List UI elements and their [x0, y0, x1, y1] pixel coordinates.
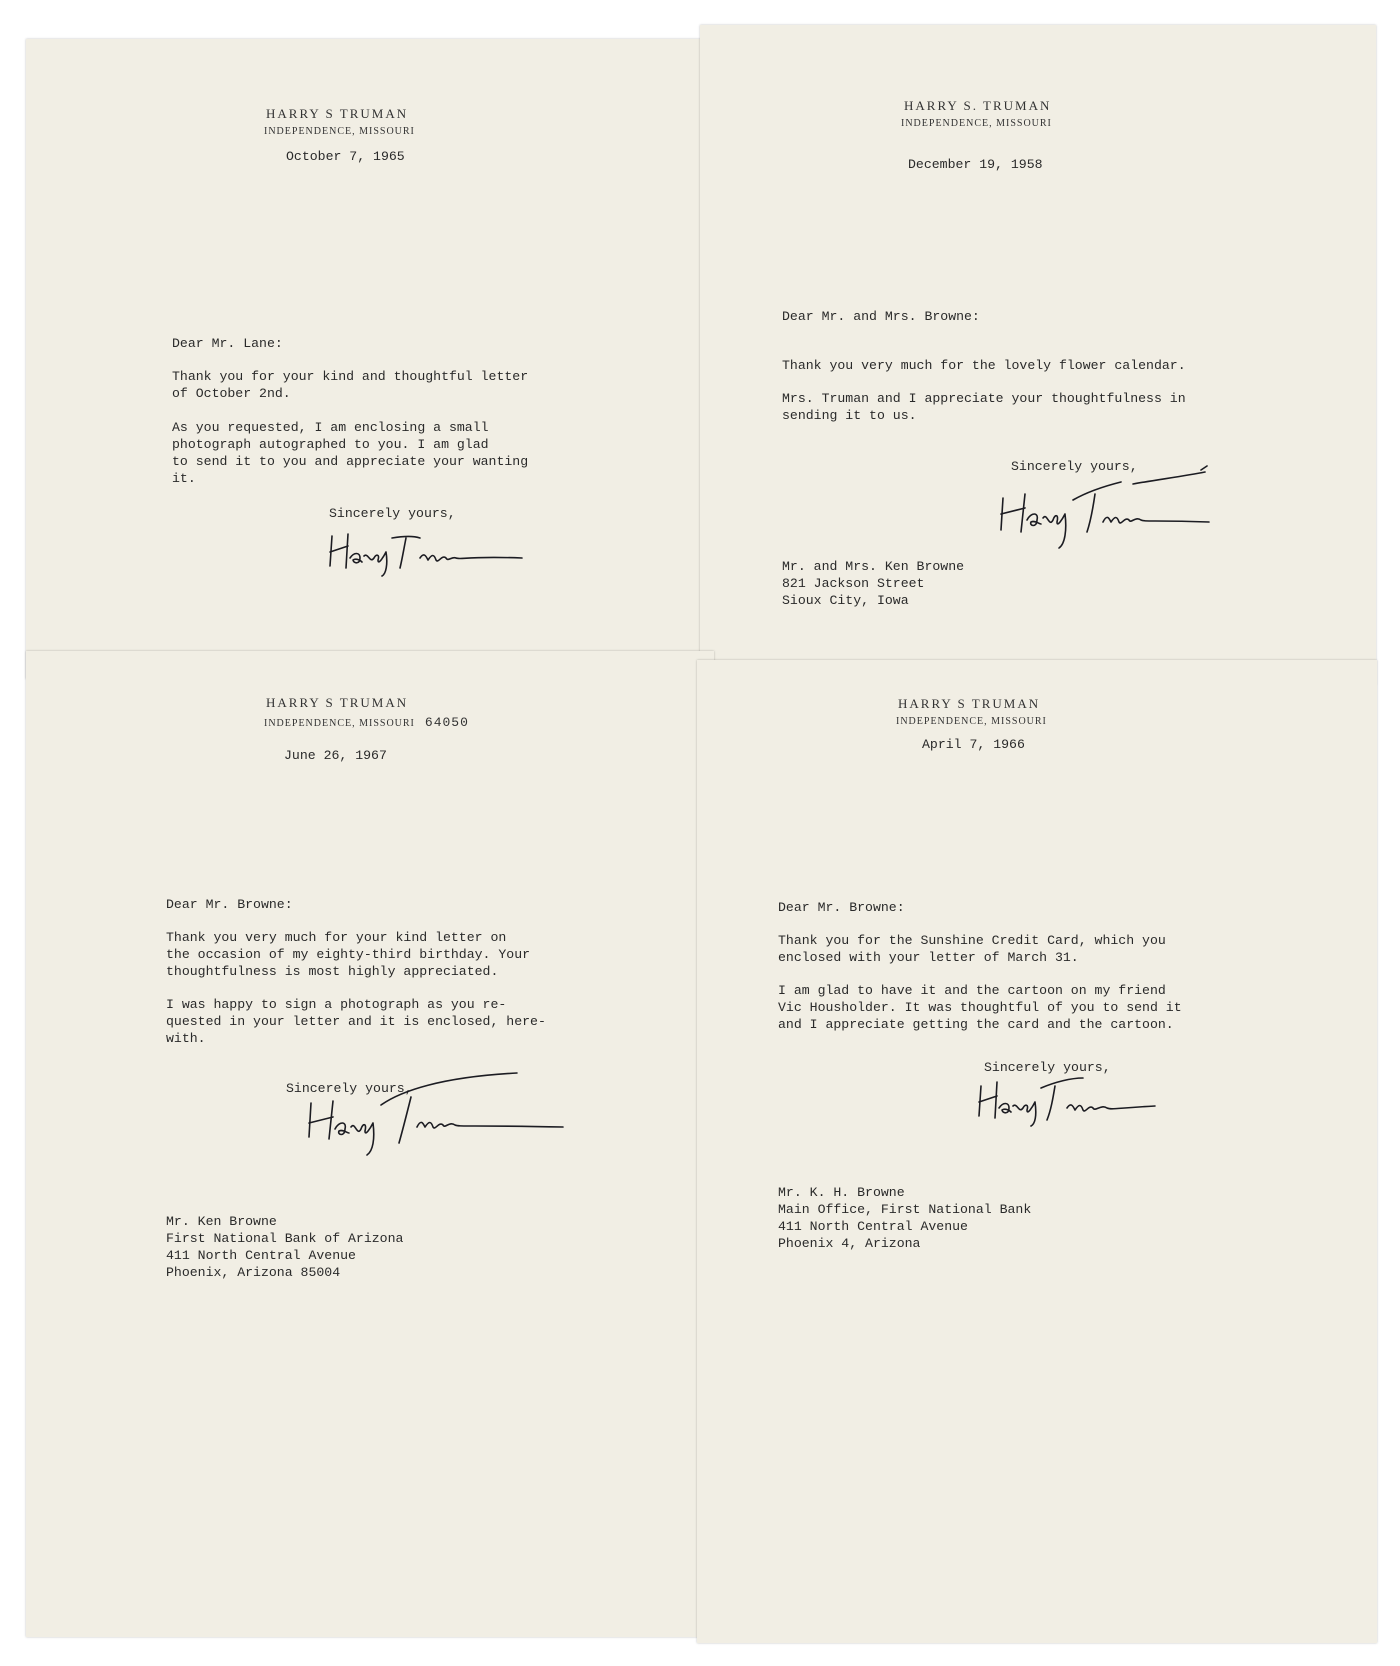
letterhead-city: INDEPENDENCE, MISSOURI [901, 118, 1052, 129]
letterhead-name: HARRY S TRUMAN [266, 695, 409, 710]
body-line: with. [166, 1031, 206, 1046]
body-line: of October 2nd. [172, 386, 291, 401]
body-line: it. [172, 471, 196, 486]
letterhead-city: INDEPENDENCE, MISSOURI [264, 126, 415, 137]
signature-image [326, 524, 526, 574]
address-line: Main Office, First National Bank [778, 1202, 1032, 1217]
letterhead-name: HARRY S TRUMAN [266, 106, 409, 121]
body-line: Thank you for the Sunshine Credit Card, which you [778, 933, 1166, 948]
letterhead-name: HARRY S TRUMAN [898, 696, 1041, 711]
address-line: 821 Jackson Street [782, 576, 925, 591]
signature-image [301, 1067, 571, 1157]
body-line: As you requested, I am enclosing a small [172, 420, 489, 435]
body-line: photograph autographed to you. I am glad [172, 437, 489, 452]
letter-date: December 19, 1958 [908, 157, 1043, 172]
body-line: I was happy to sign a photograph as you re- [166, 997, 507, 1012]
body-line: quested in your letter and it is enclosed, here- [166, 1014, 546, 1029]
closing: Sincerely yours, [329, 506, 456, 521]
body-line: Thank you very much for the lovely flower calendar. [782, 358, 1186, 373]
letter-december-1958 [700, 25, 1376, 685]
letter-date: June 26, 1967 [284, 748, 387, 763]
address-line: Phoenix, Arizona 85004 [166, 1265, 341, 1280]
body-line: Vic Housholder. It was thoughtful of you to send it [778, 1000, 1182, 1015]
letter-october-1965 [26, 39, 706, 679]
body-line: and I appreciate getting the card and the cartoon. [778, 1017, 1174, 1032]
body-line: I am glad to have it and the cartoon on my friend [778, 983, 1166, 998]
body-line: sending it to us. [782, 408, 917, 423]
address-line: Mr. K. H. Browne [778, 1185, 905, 1200]
address-line: 411 North Central Avenue [166, 1248, 356, 1263]
closing: Sincerely yours, [286, 1081, 413, 1096]
body-line: to send it to you and appreciate your wanting [172, 454, 529, 469]
address-line: Mr. Ken Browne [166, 1214, 277, 1229]
letterhead-city: INDEPENDENCE, MISSOURI [896, 716, 1047, 727]
letter-april-1966 [697, 660, 1377, 1643]
address-line: Sioux City, Iowa [782, 593, 909, 608]
address-line: Phoenix 4, Arizona [778, 1236, 921, 1251]
letterhead-name: HARRY S. TRUMAN [904, 98, 1052, 113]
letterhead-zip: 64050 [424, 715, 469, 730]
letterhead-city-text: INDEPENDENCE, MISSOURI [264, 718, 415, 729]
signature-image [995, 450, 1235, 550]
address-line: 411 North Central Avenue [778, 1219, 968, 1234]
salutation: Dear Mr. Browne: [166, 897, 293, 912]
body-line: Mrs. Truman and I appreciate your thoughtfulness in [782, 391, 1186, 406]
body-line: Thank you very much for your kind letter on [166, 930, 507, 945]
salutation: Dear Mr. and Mrs. Browne: [782, 309, 980, 324]
address-line: First National Bank of Arizona [166, 1231, 404, 1246]
address-line: Mr. and Mrs. Ken Browne [782, 559, 965, 574]
signature-image [975, 1060, 1175, 1130]
salutation: Dear Mr. Lane: [172, 336, 283, 351]
salutation: Dear Mr. Browne: [778, 900, 905, 915]
letter-june-1967 [26, 651, 714, 1637]
closing: Sincerely yours, [1011, 459, 1138, 474]
body-line: the occasion of my eighty-third birthday. Your [166, 947, 531, 962]
letter-date: April 7, 1966 [922, 737, 1025, 752]
letterhead-city [264, 715, 469, 730]
closing: Sincerely yours, [984, 1060, 1111, 1075]
body-line: Thank you for your kind and thoughtful letter [172, 369, 529, 384]
letter-date: October 7, 1965 [286, 149, 405, 164]
body-line: thoughtfulness is most highly appreciated. [166, 964, 499, 979]
body-line: enclosed with your letter of March 31. [778, 950, 1079, 965]
